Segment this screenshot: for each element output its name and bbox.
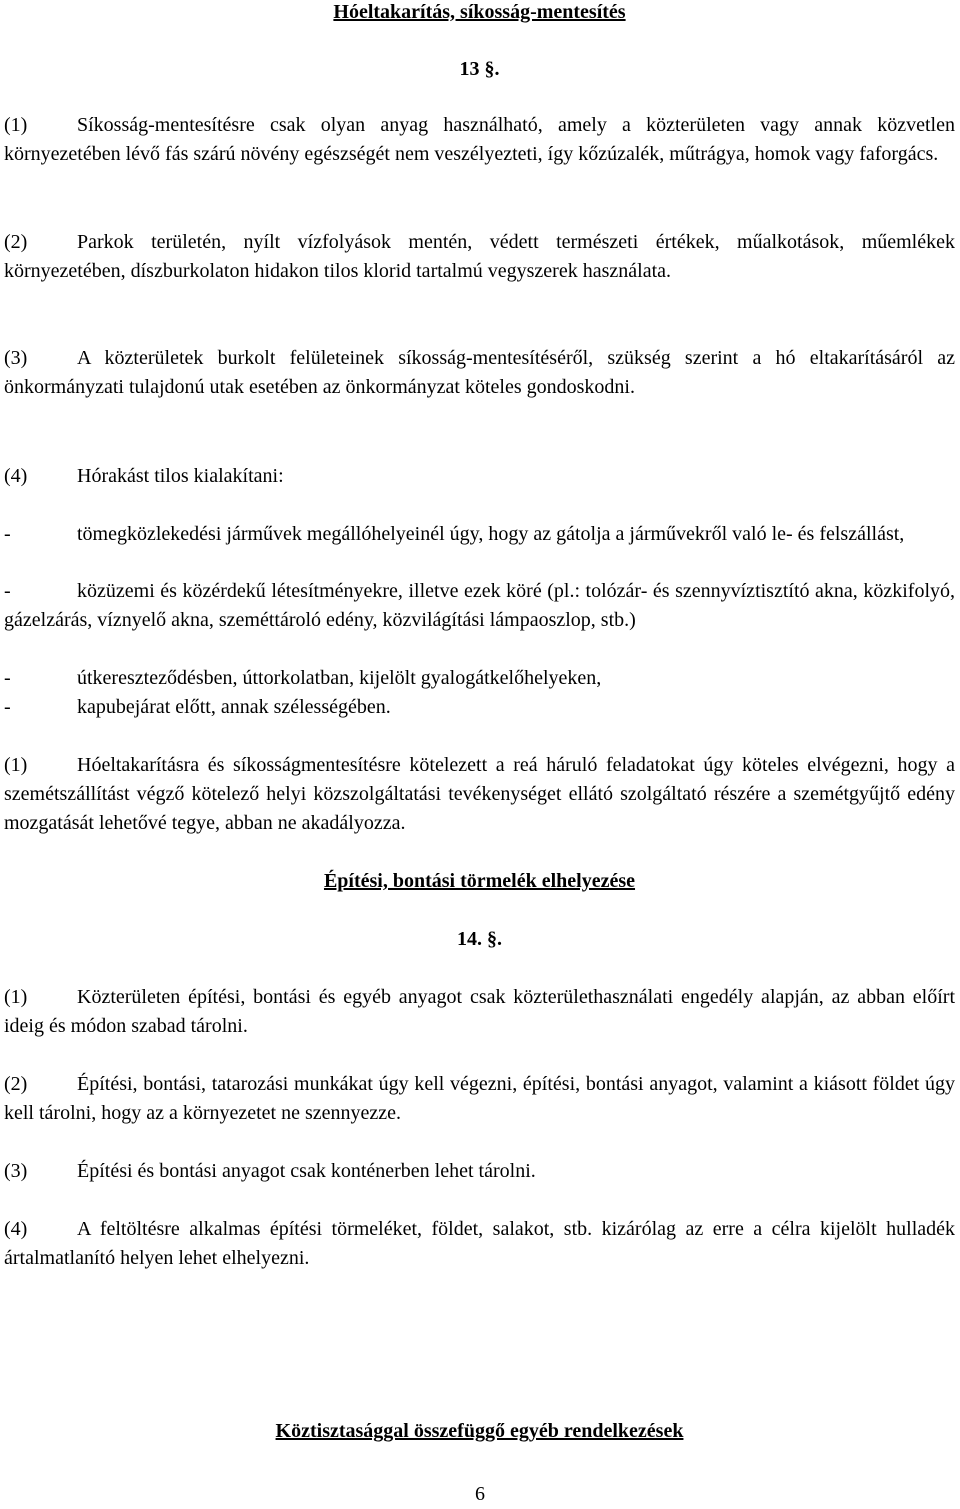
- page-number: 6: [475, 1483, 485, 1505]
- paragraph-text: A közterületek burkolt felületeinek síkosság-mentesítéséről, szükség szerint a hó eltakarításáról az önkormányzati tulajdonú utak esetében az önkormányzat köteles gondoskodni.: [4, 347, 955, 398]
- paragraph-text: Építési és bontási anyagot csak konténerben lehet tárolni.: [77, 1160, 536, 1182]
- paragraph-number: (1): [4, 754, 28, 776]
- section-14-title: Építési, bontási törmelék elhelyezése: [323, 870, 636, 892]
- s14-paragraph-3: [4, 1157, 955, 1186]
- s14-paragraph-1: [4, 983, 955, 1041]
- paragraph-number: (2): [4, 1073, 28, 1095]
- s13-paragraph-3: [4, 344, 955, 402]
- list-item-text: útkereszteződésben, úttorkolatban, kijelölt gyalogátkelőhelyeken,: [77, 667, 602, 689]
- list-item-text: kapubejárat előtt, annak szélességében.: [77, 696, 391, 718]
- list-item: [4, 577, 955, 635]
- section-13-title: Hóeltakarítás, síkosság-mentesítés: [333, 1, 626, 23]
- paragraph-text: A feltöltésre alkalmas építési törmeléket, földet, salakot, stb. kizárólag az erre a célra kijelölt hulladék ártalmatlanító helyen lehet elhelyezni.: [4, 1218, 955, 1269]
- paragraph-number: (2): [4, 231, 28, 253]
- list-dash: -: [4, 523, 11, 545]
- list-dash: -: [4, 667, 11, 689]
- s14-paragraph-4: [4, 1215, 955, 1273]
- paragraph-text: Síkosság-mentesítésre csak olyan anyag használható, amely a közterületen vagy annak közvetlen környezetében lévő fás szárú növény egészségét nem veszélyezteti, így kőzúzalék, műtrágya, homok vagy faforgács.: [4, 114, 955, 165]
- s13-paragraph-1: [4, 111, 955, 169]
- paragraph-text: Hóeltakarításra és síkosságmentesítésre kötelezett a reá háruló feladatokat úgy köteles elvégezni, hogy a szemétszállítást végző kötelező helyi közszolgáltatási tevékenységet ellátó szolgáltató részére a szemétgyűjtő edény mozgatását lehetővé tegye, abban ne akadályozza.: [4, 754, 955, 834]
- list-item: [4, 664, 955, 693]
- paragraph-text: Közterületen építési, bontási és egyéb anyagot csak közterülethasználati engedély alapján, az abban előírt ideig és módon szabad tárolni.: [4, 986, 955, 1037]
- section-15-title: Köztisztasággal összefüggő egyéb rendelkezések: [275, 1420, 684, 1442]
- paragraph-number: (3): [4, 347, 28, 369]
- paragraph-number: (1): [4, 114, 28, 136]
- list-item: [4, 520, 955, 549]
- list-dash: -: [4, 580, 11, 602]
- list-item: [4, 693, 955, 722]
- s13-paragraph-4: [4, 462, 955, 491]
- section-14-number: 14. §.: [457, 928, 502, 950]
- list-item-text: közüzemi és közérdekű létesítményekre, illetve ezek köré (pl.: tolózár- és szennyvíztisztító akna, közkifolyó, gázelzárás, víznyelő akna, szeméttároló edény, közvilágítási lámpaoszlop, stb.): [4, 580, 955, 631]
- paragraph-text: Hórakást tilos kialakítani:: [77, 465, 284, 487]
- paragraph-number: (3): [4, 1160, 28, 1182]
- s14-paragraph-2: [4, 1070, 955, 1128]
- paragraph-number: (4): [4, 1218, 28, 1240]
- paragraph-text: Parkok területén, nyílt vízfolyások mentén, védett természeti értékek, műalkotások, műemlékek környezetében, díszburkolaton hidakon tilos klorid tartalmú vegyszerek használata.: [4, 231, 955, 282]
- paragraph-text: Építési, bontási, tatarozási munkákat úgy kell végezni, építési, bontási anyagot, valamint a kiásott földet úgy kell tárolni, hogy az a környezetet ne szennyezze.: [4, 1073, 955, 1124]
- list-dash: -: [4, 696, 11, 718]
- s13-extra-paragraph: [4, 751, 955, 838]
- list-item-text: tömegközlekedési járművek megállóhelyeinél úgy, hogy az gátolja a járművekről való le- és felszállást,: [77, 523, 905, 545]
- s13-paragraph-2: [4, 228, 955, 286]
- section-13-number: 13 §.: [459, 58, 500, 80]
- paragraph-number: (4): [4, 465, 28, 487]
- paragraph-number: (1): [4, 986, 28, 1008]
